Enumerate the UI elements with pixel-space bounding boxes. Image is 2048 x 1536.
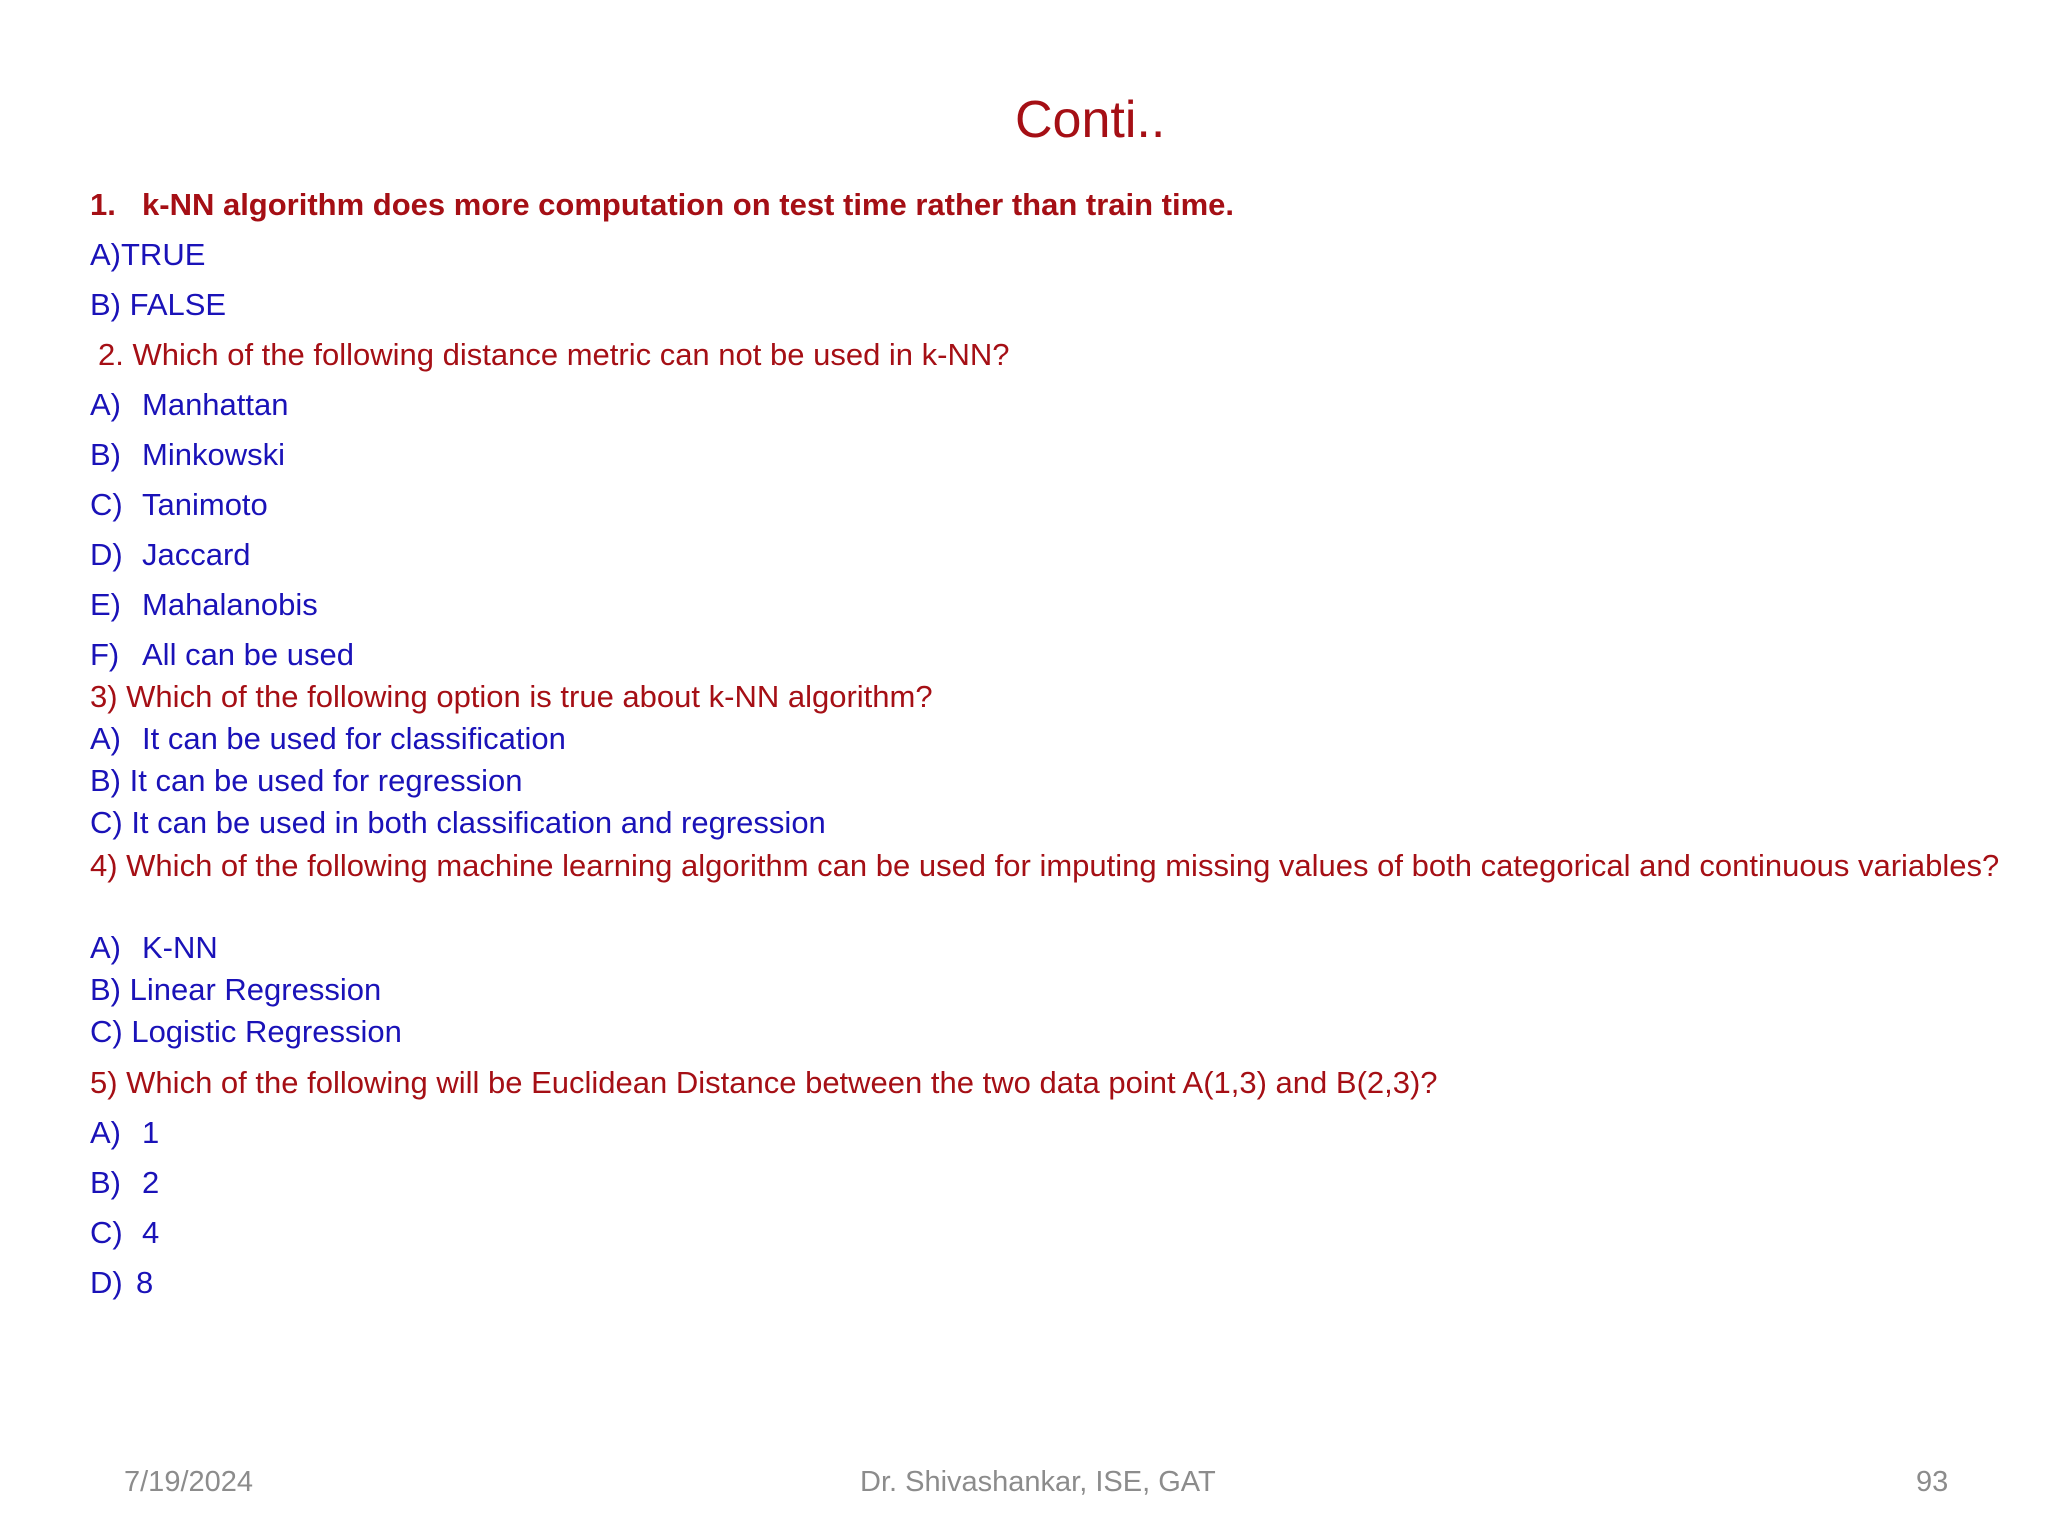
question-2-option bbox=[90, 435, 285, 475]
option-text: 2 bbox=[142, 1165, 160, 1200]
option-text: 8 bbox=[136, 1265, 154, 1300]
option-label: F) bbox=[90, 637, 120, 672]
option-label: C) bbox=[90, 487, 123, 522]
question-1 bbox=[90, 185, 1234, 225]
question-3-option-c: C) It can be used in both classification and regression bbox=[90, 805, 826, 840]
question-4-option-a bbox=[90, 928, 218, 968]
question-1-number: 1. bbox=[90, 187, 116, 222]
question-2-option bbox=[90, 585, 318, 625]
question-2-option bbox=[90, 535, 251, 575]
footer-date: 7/19/2024 bbox=[124, 1466, 254, 1498]
question-4-option-c: C) Logistic Regression bbox=[90, 1014, 402, 1049]
option-label: D) bbox=[90, 1265, 123, 1300]
option-text: Minkowski bbox=[142, 437, 285, 472]
question-5-option bbox=[90, 1213, 159, 1253]
slide-title: Conti.. bbox=[1015, 91, 1166, 149]
question-2: 2. Which of the following distance metric can not be used in k-NN? bbox=[98, 337, 1010, 372]
question-1-option-a: A)TRUE bbox=[90, 237, 206, 272]
footer-author: Dr. Shivashankar, ISE, GAT bbox=[860, 1466, 1216, 1498]
question-2-option bbox=[90, 485, 268, 525]
question-5-option bbox=[90, 1263, 153, 1303]
option-label: C) bbox=[90, 1215, 123, 1250]
question-3: 3) Which of the following option is true about k-NN algorithm? bbox=[90, 679, 933, 714]
option-label: A) bbox=[90, 387, 121, 422]
option-label: A) bbox=[90, 930, 121, 965]
question-5: 5) Which of the following will be Euclidean Distance between the two data point A(1,3) and B(2,3)? bbox=[90, 1065, 1438, 1100]
option-label: E) bbox=[90, 587, 121, 622]
question-4: 4) Which of the following machine learning algorithm can be used for imputing missing values of both categorical and continuous variables? bbox=[90, 848, 2000, 883]
option-text: Jaccard bbox=[142, 537, 251, 572]
option-text: It can be used for classification bbox=[142, 721, 566, 756]
option-label: B) bbox=[90, 437, 121, 472]
question-1-option-b: B) FALSE bbox=[90, 287, 227, 322]
question-3-option-a bbox=[90, 719, 566, 759]
option-text: Mahalanobis bbox=[142, 587, 318, 622]
option-text: Manhattan bbox=[142, 387, 289, 422]
option-label: A) bbox=[90, 721, 121, 756]
option-text: All can be used bbox=[142, 637, 354, 672]
option-text: 1 bbox=[142, 1115, 160, 1150]
question-3-option-b: B) It can be used for regression bbox=[90, 763, 523, 798]
option-text: Tanimoto bbox=[142, 487, 268, 522]
option-label: D) bbox=[90, 537, 123, 572]
question-1-text: k-NN algorithm does more computation on test time rather than train time. bbox=[142, 187, 1235, 222]
question-5-option bbox=[90, 1113, 159, 1153]
question-2-option bbox=[90, 635, 354, 675]
option-text: K-NN bbox=[142, 930, 218, 965]
footer-page-number: 93 bbox=[1916, 1466, 1949, 1498]
question-5-option bbox=[90, 1163, 159, 1203]
option-label: A) bbox=[90, 1115, 121, 1150]
option-label: B) bbox=[90, 1165, 121, 1200]
question-2-option bbox=[90, 385, 289, 425]
option-text: 4 bbox=[142, 1215, 160, 1250]
question-4-option-b: B) Linear Regression bbox=[90, 972, 382, 1007]
